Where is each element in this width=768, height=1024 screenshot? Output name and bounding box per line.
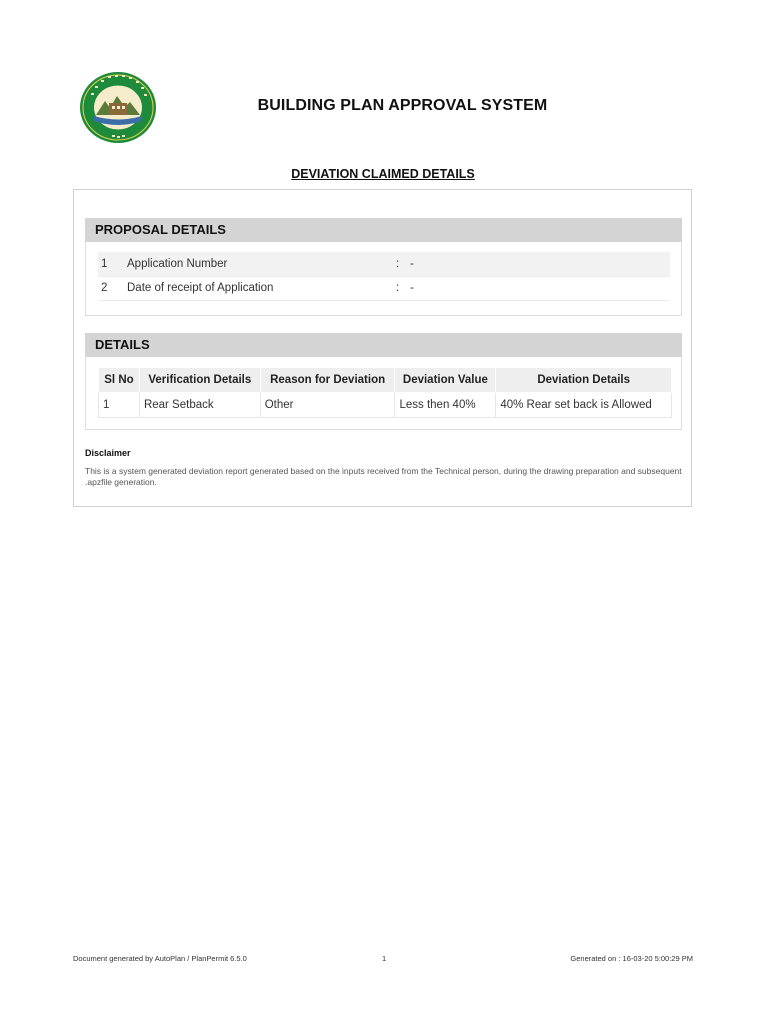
disclaimer-text: This is a system generated deviation report generated based on the inputs received from the Technical person, during the drawing preparation and subsequent .apzfile generation.	[85, 466, 682, 487]
row-number: 2	[101, 282, 108, 294]
disclaimer-heading: Disclaimer	[85, 448, 131, 458]
report-subtitle: DEVIATION CLAIMED DETAILS	[291, 167, 475, 181]
row-label: Date of receipt of Application	[127, 282, 274, 294]
table-row	[99, 393, 672, 418]
row-value: -	[410, 258, 414, 270]
column-header: Reason for Deviation	[260, 368, 395, 393]
column-header: Deviation Details	[496, 368, 672, 393]
authority-seal-icon	[79, 71, 157, 144]
deviation-table	[98, 367, 672, 418]
table-cell: 1	[99, 393, 140, 418]
details-section	[85, 333, 682, 430]
row-separator: :	[396, 258, 400, 270]
column-header: Verification Details	[139, 368, 260, 393]
section-heading: PROPOSAL DETAILS	[85, 218, 682, 242]
list-item	[98, 276, 670, 301]
column-header: Deviation Value	[395, 368, 496, 393]
table-cell: Less then 40%	[395, 393, 496, 418]
table-cell: Other	[260, 393, 395, 418]
section-heading: DETAILS	[85, 333, 682, 357]
row-value: -	[410, 282, 414, 294]
column-header: Sl No	[99, 368, 140, 393]
page-title: BUILDING PLAN APPROVAL SYSTEM	[257, 97, 548, 114]
footer-timestamp: Generated on : 16-03-20 5:00:29 PM	[570, 954, 693, 963]
table-cell: Rear Setback	[139, 393, 260, 418]
page-number: 1	[382, 954, 387, 963]
table-header-row	[99, 368, 672, 393]
row-number: 1	[101, 258, 108, 270]
row-separator: :	[396, 282, 400, 294]
row-label: Application Number	[127, 258, 228, 270]
table-cell: 40% Rear set back is Allowed	[496, 393, 672, 418]
proposal-details-section	[85, 218, 682, 316]
list-item	[98, 252, 670, 277]
footer-generator: Document generated by AutoPlan / PlanPermit 6.5.0	[73, 954, 247, 963]
